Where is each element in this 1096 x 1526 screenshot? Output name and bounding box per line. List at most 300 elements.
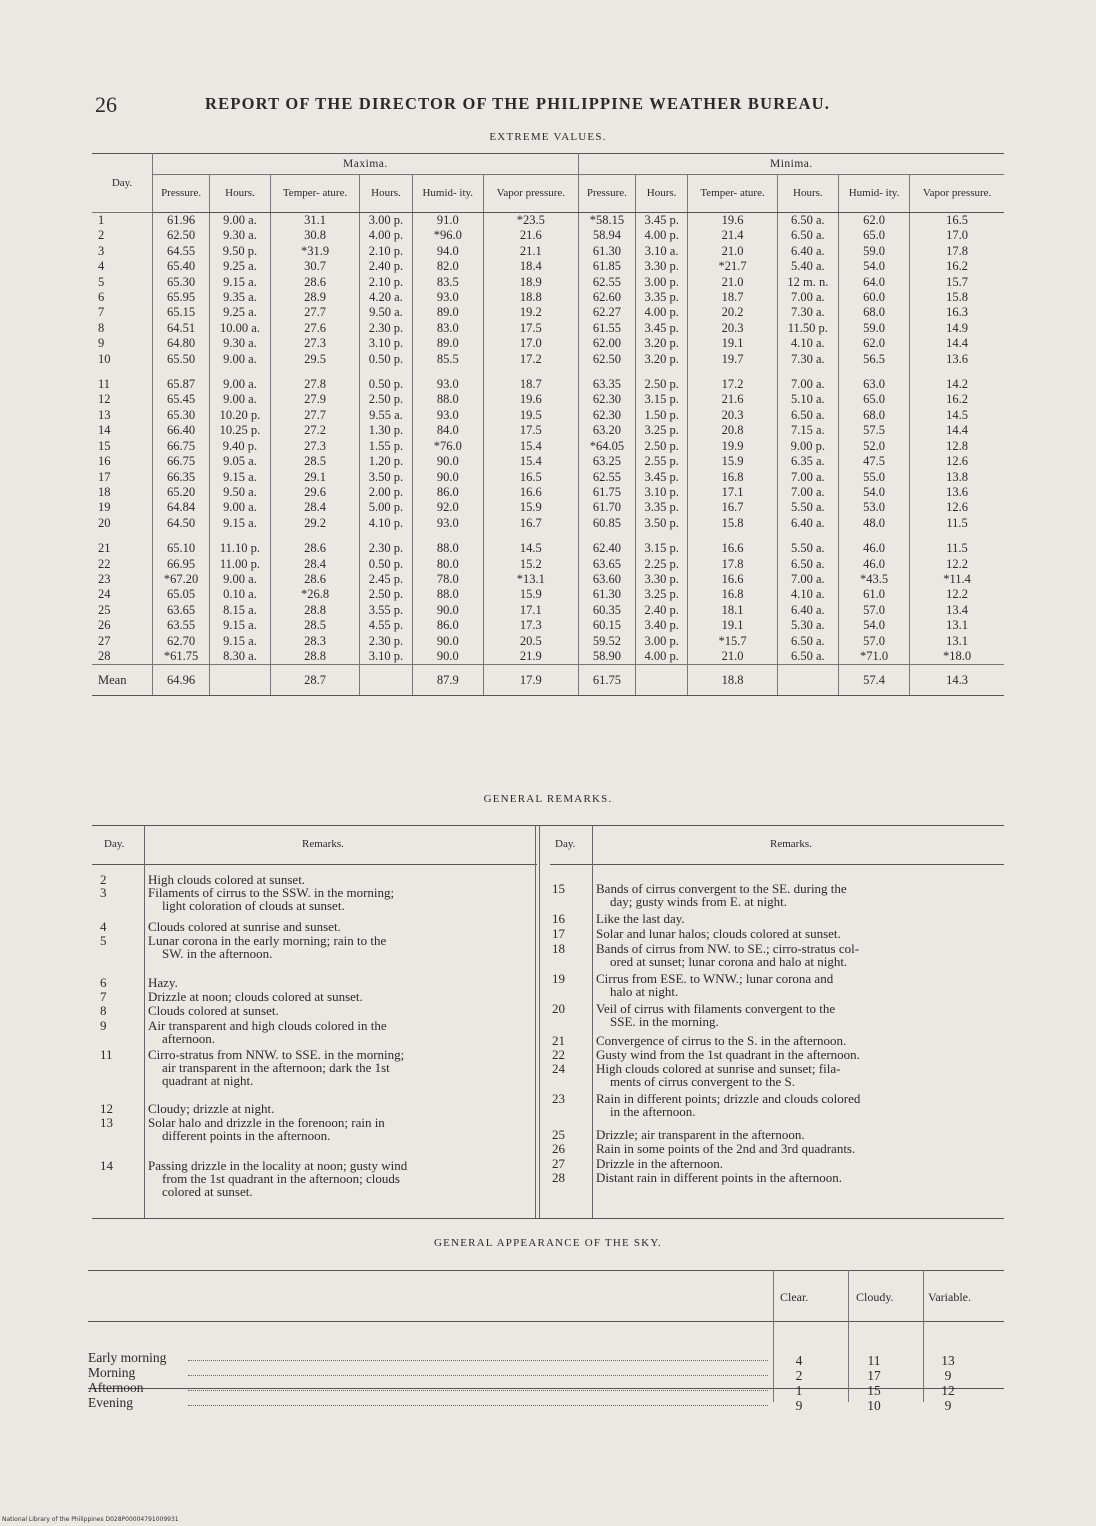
- table-cell: 82.0: [412, 259, 483, 274]
- table-cell: 13.4: [910, 603, 1004, 618]
- table-cell: 4.00 p.: [635, 228, 687, 243]
- sky-count: 13: [941, 1353, 955, 1368]
- table-cell: 21.0: [688, 649, 778, 665]
- table-cell: 2.10 p.: [360, 275, 412, 290]
- general-remarks-title: GENERAL REMARKS.: [483, 793, 613, 805]
- table-cell: 20.5: [483, 634, 578, 649]
- table-cell: *26.8: [270, 587, 360, 602]
- table-cell: 61.75: [578, 485, 635, 500]
- table-cell: 3.15 p.: [635, 531, 687, 556]
- table-cell: 1.55 p.: [360, 439, 412, 454]
- remark-day: 3: [100, 885, 107, 900]
- col-header: Pressure.: [578, 175, 635, 213]
- table-cell: 6.50 a.: [777, 408, 838, 423]
- table-cell: 27.3: [270, 439, 360, 454]
- table-cell: 2.30 p.: [360, 531, 412, 556]
- table-cell: 64.80: [153, 336, 210, 351]
- table-cell: 17.1: [483, 603, 578, 618]
- table-cell: 52.0: [838, 439, 909, 454]
- table-cell: 62.0: [838, 213, 909, 229]
- table-cell: 7.00 a.: [777, 485, 838, 500]
- table-cell: 63.55: [153, 618, 210, 633]
- table-cell: 9.15 a.: [210, 634, 271, 649]
- table-cell: 64.51: [153, 321, 210, 336]
- remark-text: Cirro-stratus from NNW. to SSE. in the morning;: [148, 1047, 405, 1062]
- table-cell: 48.0: [838, 516, 909, 531]
- table-cell: *76.0: [412, 439, 483, 454]
- sky-col-header: Clear.: [780, 1290, 809, 1304]
- table-cell: 7.15 a.: [777, 423, 838, 438]
- row-day: 18: [98, 484, 111, 499]
- table-row: [92, 244, 1004, 259]
- table-cell: 14.4: [910, 336, 1004, 351]
- sky-col-header: Variable.: [928, 1290, 971, 1304]
- table-cell: 62.0: [838, 336, 909, 351]
- table-cell: 63.20: [578, 423, 635, 438]
- row-day: 11: [98, 377, 111, 392]
- table-cell: 9.15 a.: [210, 470, 271, 485]
- table-cell: 58.90: [578, 649, 635, 665]
- table-cell: *58.15: [578, 213, 635, 229]
- table-cell: 4.10 p.: [360, 516, 412, 531]
- remarks-right-column: [550, 826, 1004, 1218]
- table-cell: 21.0: [688, 275, 778, 290]
- remark-text: SSE. in the morning.: [610, 1014, 719, 1029]
- table-cell: 63.65: [578, 557, 635, 572]
- sky-appearance-title: GENERAL APPEARANCE OF THE SKY.: [433, 1237, 663, 1249]
- table-cell: 15.8: [688, 516, 778, 531]
- table-row: [92, 336, 1004, 351]
- table-row: [92, 587, 1004, 602]
- table-cell: 47.5: [838, 454, 909, 469]
- table-cell: 21.4: [688, 228, 778, 243]
- remark-text: Air transparent and high clouds colored in the: [148, 1018, 387, 1033]
- row-day: 27: [98, 633, 111, 648]
- table-cell: 9.25 a.: [210, 259, 271, 274]
- remark-day: 26: [552, 1141, 565, 1156]
- table-cell: 14.4: [910, 423, 1004, 438]
- table-cell: 63.60: [578, 572, 635, 587]
- table-cell: 65.30: [153, 408, 210, 423]
- table-cell: 59.0: [838, 321, 909, 336]
- table-cell: 17.5: [483, 423, 578, 438]
- table-cell: 5.40 a.: [777, 259, 838, 274]
- table-cell: 9.15 a.: [210, 618, 271, 633]
- table-cell: 27.6: [270, 321, 360, 336]
- table-cell: 8.30 a.: [210, 649, 271, 665]
- table-cell: 2.30 p.: [360, 634, 412, 649]
- col-header: Temper- ature.: [270, 175, 360, 213]
- table-cell: 9.00 a.: [210, 500, 271, 515]
- table-cell: 64.55: [153, 244, 210, 259]
- table-cell: 28.9: [270, 290, 360, 305]
- table-cell: 88.0: [412, 587, 483, 602]
- col-header: Pressure.: [153, 175, 210, 213]
- table-cell: 3.45 p.: [635, 470, 687, 485]
- table-cell: 62.55: [578, 275, 635, 290]
- table-row: [92, 516, 1004, 531]
- table-cell: 16.6: [688, 531, 778, 556]
- table-cell: 9.00 a.: [210, 392, 271, 407]
- table-cell: 28.6: [270, 572, 360, 587]
- table-cell: 16.5: [483, 470, 578, 485]
- table-cell: 62.27: [578, 305, 635, 320]
- table-cell: 61.30: [578, 244, 635, 259]
- table-cell: 80.0: [412, 557, 483, 572]
- table-cell: 6.40 a.: [777, 516, 838, 531]
- table-cell: 12.2: [910, 587, 1004, 602]
- remark-day: 28: [552, 1170, 565, 1185]
- table-cell: 68.0: [838, 408, 909, 423]
- table-cell: 28.6: [270, 531, 360, 556]
- table-cell: 60.35: [578, 603, 635, 618]
- remark-day: 24: [552, 1061, 565, 1076]
- table-cell: 4.20 a.: [360, 290, 412, 305]
- remark-text: High clouds colored at sunset.: [148, 872, 306, 887]
- remark-day: 18: [552, 941, 565, 956]
- remark-day: 20: [552, 1001, 565, 1016]
- table-cell: 9.00 a.: [210, 572, 271, 587]
- table-cell: 46.0: [838, 531, 909, 556]
- table-cell: 89.0: [412, 305, 483, 320]
- table-cell: 28.4: [270, 557, 360, 572]
- table-cell: 16.5: [910, 213, 1004, 229]
- row-day: 20: [98, 515, 111, 530]
- mean-cell: 64.96: [153, 665, 210, 696]
- table-cell: 9.50 p.: [210, 244, 271, 259]
- remark-text: ments of cirrus convergent to the S.: [610, 1074, 795, 1089]
- table-cell: 3.45 p.: [635, 321, 687, 336]
- table-cell: 15.4: [483, 439, 578, 454]
- table-cell: 19.6: [483, 392, 578, 407]
- table-cell: 84.0: [412, 423, 483, 438]
- table-cell: 4.00 p.: [360, 228, 412, 243]
- table-cell: 15.2: [483, 557, 578, 572]
- table-cell: 2.50 p.: [360, 392, 412, 407]
- table-cell: 2.50 p.: [635, 367, 687, 392]
- table-row: [92, 618, 1004, 633]
- table-cell: 17.3: [483, 618, 578, 633]
- remark-text: halo at night.: [610, 984, 679, 999]
- sky-count: 2: [795, 1368, 803, 1383]
- table-cell: 19.1: [688, 336, 778, 351]
- extreme-values-table: [92, 153, 1004, 696]
- sky-row-label: Afternoon: [88, 1380, 144, 1395]
- remark-text: Drizzle in the afternoon.: [596, 1156, 724, 1171]
- table-cell: 62.00: [578, 336, 635, 351]
- mean-cell: [777, 665, 838, 696]
- table-cell: 12.8: [910, 439, 1004, 454]
- table-cell: 16.8: [688, 470, 778, 485]
- minima-group: Minima.: [578, 154, 1004, 175]
- table-row: [92, 305, 1004, 320]
- table-cell: 18.4: [483, 259, 578, 274]
- table-cell: 66.35: [153, 470, 210, 485]
- row-day: 22: [98, 556, 111, 571]
- table-cell: 62.50: [153, 228, 210, 243]
- table-cell: 21.6: [688, 392, 778, 407]
- remark-text: from the 1st quadrant in the afternoon; clouds: [162, 1171, 400, 1186]
- remark-day: 15: [552, 881, 565, 896]
- table-cell: 4.55 p.: [360, 618, 412, 633]
- table-cell: 5.10 a.: [777, 392, 838, 407]
- table-cell: 19.7: [688, 352, 778, 367]
- table-cell: 57.0: [838, 634, 909, 649]
- col-header: Humid- ity.: [838, 175, 909, 213]
- remark-day: 23: [552, 1091, 565, 1106]
- table-cell: *64.05: [578, 439, 635, 454]
- table-cell: 3.10 p.: [360, 649, 412, 665]
- table-cell: 30.7: [270, 259, 360, 274]
- table-cell: 78.0: [412, 572, 483, 587]
- table-cell: 62.60: [578, 290, 635, 305]
- table-cell: 9.35 a.: [210, 290, 271, 305]
- table-cell: 88.0: [412, 531, 483, 556]
- remark-text: air transparent in the afternoon; dark the 1st: [162, 1060, 390, 1075]
- table-row: [92, 352, 1004, 367]
- table-cell: 2.25 p.: [635, 557, 687, 572]
- table-cell: 3.30 p.: [635, 259, 687, 274]
- col-header: Hours.: [210, 175, 271, 213]
- table-row: [92, 423, 1004, 438]
- remark-text: colored at sunset.: [162, 1184, 253, 1199]
- remark-text: Like the last day.: [596, 911, 685, 926]
- table-cell: 9.00 a.: [210, 367, 271, 392]
- remark-text: Bands of cirrus from NW. to SE.; cirro-stratus col-: [596, 941, 860, 956]
- table-cell: 3.10 p.: [635, 485, 687, 500]
- row-day: 24: [98, 587, 111, 602]
- table-cell: 18.1: [688, 603, 778, 618]
- table-row: [92, 392, 1004, 407]
- table-cell: 9.25 a.: [210, 305, 271, 320]
- table-cell: 54.0: [838, 259, 909, 274]
- remark-day: 6: [100, 975, 107, 990]
- table-cell: *67.20: [153, 572, 210, 587]
- table-cell: 66.75: [153, 439, 210, 454]
- table-cell: 17.5: [483, 321, 578, 336]
- remark-text: Clouds colored at sunrise and sunset.: [148, 919, 341, 934]
- sky-count: 9: [944, 1398, 952, 1413]
- table-cell: 7.30 a.: [777, 352, 838, 367]
- table-cell: 88.0: [412, 392, 483, 407]
- table-cell: 65.40: [153, 259, 210, 274]
- row-day: 26: [98, 618, 111, 633]
- table-cell: 46.0: [838, 557, 909, 572]
- remark-day: 17: [552, 926, 565, 941]
- remark-text: Cirrus from ESE. to WNW.; lunar corona and: [596, 971, 834, 986]
- row-day: 1: [98, 213, 105, 227]
- table-cell: 3.10 p.: [360, 336, 412, 351]
- remark-day: 13: [100, 1115, 113, 1130]
- table-cell: 61.96: [153, 213, 210, 229]
- row-day: 4: [98, 259, 105, 274]
- table-cell: 3.15 p.: [635, 392, 687, 407]
- table-cell: 56.5: [838, 352, 909, 367]
- table-cell: 7.00 a.: [777, 290, 838, 305]
- table-cell: 2.45 p.: [360, 572, 412, 587]
- table-row: [92, 485, 1004, 500]
- table-cell: 11.10 p.: [210, 531, 271, 556]
- table-cell: 17.2: [688, 367, 778, 392]
- table-cell: 7.00 a.: [777, 367, 838, 392]
- mean-cell: [360, 665, 412, 696]
- table-cell: 9.50 a.: [360, 305, 412, 320]
- table-cell: 3.50 p.: [360, 470, 412, 485]
- table-cell: *71.0: [838, 649, 909, 665]
- leader-dots: [188, 1405, 768, 1406]
- table-cell: 15.7: [910, 275, 1004, 290]
- table-cell: 10.20 p.: [210, 408, 271, 423]
- table-cell: 17.1: [688, 485, 778, 500]
- table-cell: 28.8: [270, 649, 360, 665]
- table-cell: 9.40 p.: [210, 439, 271, 454]
- table-cell: 5.50 a.: [777, 531, 838, 556]
- remark-text: ored at sunset; lunar corona and halo at night.: [610, 954, 848, 969]
- row-day: 17: [98, 469, 111, 484]
- row-day: 19: [98, 500, 111, 515]
- table-cell: 21.6: [483, 228, 578, 243]
- remarks-left-column: [92, 826, 537, 1218]
- table-cell: 15.9: [483, 500, 578, 515]
- table-cell: 3.40 p.: [635, 618, 687, 633]
- table-cell: 3.00 p.: [635, 634, 687, 649]
- col-header: Humid- ity.: [412, 175, 483, 213]
- remark-text: Veil of cirrus with filaments convergent to the: [596, 1001, 836, 1016]
- table-row: [92, 367, 1004, 392]
- table-row: [92, 634, 1004, 649]
- table-cell: 1.20 p.: [360, 454, 412, 469]
- row-day: 8: [98, 320, 105, 335]
- table-cell: 68.0: [838, 305, 909, 320]
- table-cell: 3.20 p.: [635, 352, 687, 367]
- table-cell: 11.5: [910, 531, 1004, 556]
- mean-cell: 57.4: [838, 665, 909, 696]
- table-cell: 3.45 p.: [635, 213, 687, 229]
- remark-day: 2: [100, 872, 107, 887]
- table-cell: 90.0: [412, 603, 483, 618]
- table-cell: 21.0: [688, 244, 778, 259]
- table-cell: 21.9: [483, 649, 578, 665]
- table-cell: 3.55 p.: [360, 603, 412, 618]
- row-day: 21: [98, 541, 111, 556]
- remark-day: 4: [100, 919, 107, 934]
- row-day: 6: [98, 290, 105, 305]
- table-cell: 28.3: [270, 634, 360, 649]
- table-row: [92, 290, 1004, 305]
- table-cell: 19.9: [688, 439, 778, 454]
- remark-text: Hazy.: [148, 975, 178, 990]
- table-cell: 9.15 a.: [210, 275, 271, 290]
- table-row: [92, 470, 1004, 485]
- table-cell: 3.20 p.: [635, 336, 687, 351]
- table-row: [92, 500, 1004, 515]
- table-cell: 64.0: [838, 275, 909, 290]
- table-cell: 27.9: [270, 392, 360, 407]
- remarks-day-header: Day.: [104, 838, 125, 850]
- table-cell: 6.40 a.: [777, 603, 838, 618]
- table-row: [92, 531, 1004, 556]
- remark-text: Convergence of cirrus to the S. in the afternoon.: [596, 1033, 847, 1048]
- table-cell: 28.6: [270, 275, 360, 290]
- mean-cell: 61.75: [578, 665, 635, 696]
- table-cell: *96.0: [412, 228, 483, 243]
- table-cell: 7.30 a.: [777, 305, 838, 320]
- table-cell: 3.10 a.: [635, 244, 687, 259]
- remark-day: 19: [552, 971, 565, 986]
- table-row: [92, 259, 1004, 274]
- mean-cell: 14.3: [910, 665, 1004, 696]
- mean-cell: [635, 665, 687, 696]
- table-cell: 14.5: [910, 408, 1004, 423]
- table-cell: 15.9: [483, 587, 578, 602]
- table-cell: 9.05 a.: [210, 454, 271, 469]
- running-title: REPORT OF THE DIRECTOR OF THE PHILIPPINE WEATHER BUREAU.: [205, 94, 831, 113]
- table-cell: 66.40: [153, 423, 210, 438]
- table-cell: 63.0: [838, 367, 909, 392]
- table-cell: 28.5: [270, 618, 360, 633]
- sky-col-header: Cloudy.: [856, 1290, 894, 1304]
- table-row: [92, 321, 1004, 336]
- table-cell: 60.0: [838, 290, 909, 305]
- sky-count: 9: [795, 1398, 803, 1413]
- remark-text: Clouds colored at sunset.: [148, 1003, 279, 1018]
- row-day: 23: [98, 571, 111, 586]
- table-cell: 4.00 p.: [635, 649, 687, 665]
- table-cell: 13.8: [910, 470, 1004, 485]
- table-cell: 85.5: [412, 352, 483, 367]
- table-cell: 58.94: [578, 228, 635, 243]
- table-cell: 2.30 p.: [360, 321, 412, 336]
- table-cell: 59.52: [578, 634, 635, 649]
- remark-text: Filaments of cirrus to the SSW. in the morning;: [148, 885, 395, 900]
- remark-day: 11: [100, 1047, 113, 1062]
- remark-text: Gusty wind from the 1st quadrant in the afternoon.: [596, 1047, 860, 1062]
- remark-day: 12: [100, 1101, 113, 1116]
- table-cell: 1.30 p.: [360, 423, 412, 438]
- table-cell: 11.50 p.: [777, 321, 838, 336]
- table-cell: 2.40 p.: [360, 259, 412, 274]
- table-cell: 60.85: [578, 516, 635, 531]
- sky-count: 1: [795, 1383, 803, 1398]
- table-cell: 61.70: [578, 500, 635, 515]
- table-cell: 16.6: [483, 485, 578, 500]
- leader-dots: [188, 1375, 768, 1376]
- table-cell: 92.0: [412, 500, 483, 515]
- table-cell: 2.10 p.: [360, 244, 412, 259]
- row-day: 2: [98, 228, 105, 243]
- table-cell: 65.20: [153, 485, 210, 500]
- table-cell: 6.50 a.: [777, 649, 838, 665]
- table-cell: 16.7: [688, 500, 778, 515]
- table-cell: 61.30: [578, 587, 635, 602]
- table-cell: 27.8: [270, 367, 360, 392]
- table-cell: 62.55: [578, 470, 635, 485]
- table-cell: 29.1: [270, 470, 360, 485]
- table-cell: 14.5: [483, 531, 578, 556]
- table-cell: 5.30 a.: [777, 618, 838, 633]
- remark-text: different points in the afternoon.: [162, 1128, 331, 1143]
- table-cell: 2.50 p.: [635, 439, 687, 454]
- sky-count: 15: [867, 1383, 881, 1398]
- remark-text: Bands of cirrus convergent to the SE. during the: [596, 881, 847, 896]
- row-day: 14: [98, 423, 111, 438]
- table-cell: 6.40 a.: [777, 244, 838, 259]
- table-cell: 65.15: [153, 305, 210, 320]
- sky-count: 10: [867, 1398, 881, 1413]
- remark-day: 14: [100, 1158, 113, 1173]
- remark-day: 25: [552, 1127, 565, 1142]
- table-cell: 28.4: [270, 500, 360, 515]
